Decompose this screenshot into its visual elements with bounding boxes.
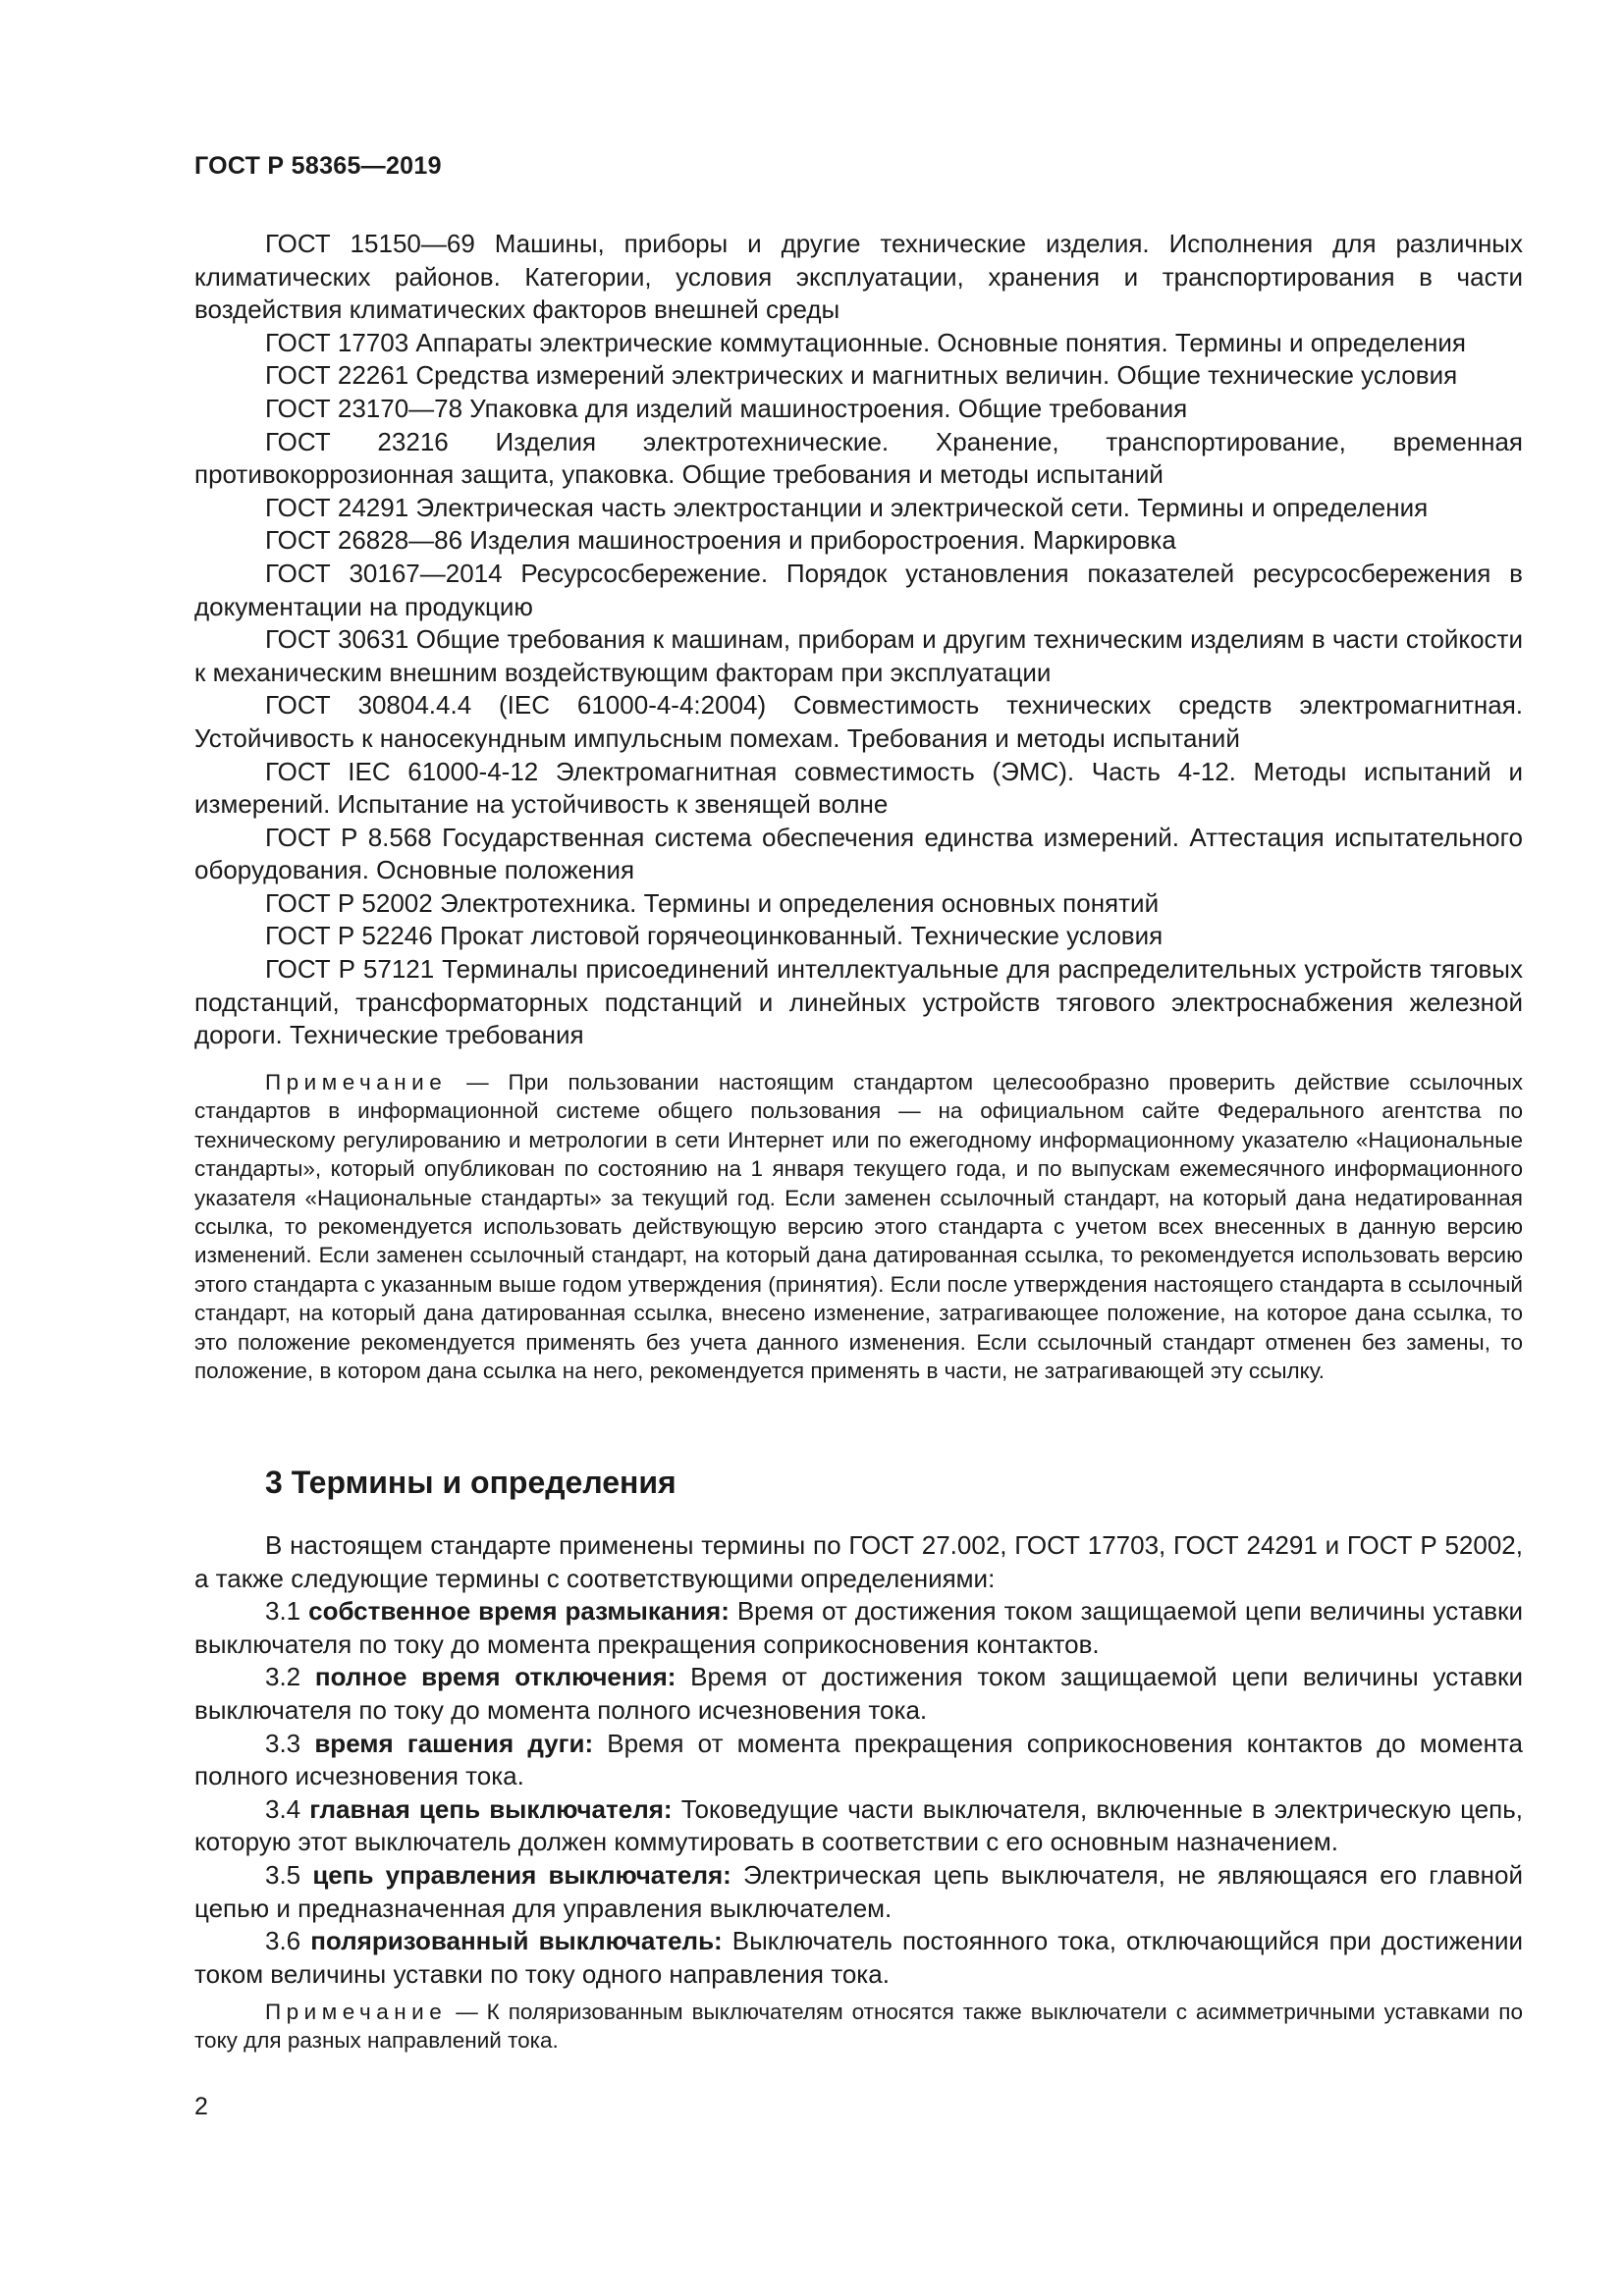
terms-section	[194, 1529, 1523, 1991]
note-text: — К поляризованным выключателям относятся также выключатели с асимметричными уставками по току для разных направлений тока.	[194, 2000, 1523, 2054]
term-name: собственное время размыкания:	[308, 1596, 730, 1627]
reference-item: ГОСТ Р 57121 Терминалы присоединений интеллектуальные для распределительных устройств тяговых подстанций, трансформаторных подстанций и линейных устройств тягового электроснабжения железной дороги. Технические требования	[194, 954, 1523, 1050]
references-note	[194, 1068, 1523, 1385]
reference-item: ГОСТ 26828—86 Изделия машиностроения и приборостроения. Маркировка	[265, 525, 1176, 556]
term-definition	[194, 1925, 1523, 1991]
terms-intro: В настоящем стандарте применены термины по ГОСТ 27.002, ГОСТ 17703, ГОСТ 24291 и ГОСТ Р 52002, а также следующие термины с соответствующими определениями:	[194, 1530, 1523, 1593]
term-name: время гашения дуги:	[314, 1728, 594, 1758]
reference-item: ГОСТ Р 52246 Прокат листовой горячеоцинкованный. Технические условия	[265, 921, 1164, 951]
reference-item: ГОСТ 17703 Аппараты электрические коммутационные. Основные понятия. Термины и определения	[265, 327, 1466, 357]
note-label: Примечание	[265, 1070, 448, 1095]
term-definition	[194, 1859, 1523, 1925]
term-text: Время от достижения током защищаемой цепи величины уставки выключателя по току до момента полного исчезновения тока.	[194, 1662, 1524, 1725]
section-title: 3 Термины и определения	[265, 1465, 677, 1500]
term-number: 3.6	[265, 1926, 311, 1956]
term-name: поляризованный выключатель:	[310, 1926, 723, 1956]
term-text: Время от момента прекращения соприкосновения контактов до момента полного исчезновения тока.	[194, 1728, 1523, 1791]
note-text: — При пользовании настоящим стандартом целесообразно проверить действие ссылочных стандартов в информационной системе общего пользования — на официальном сайте Федерального агентства по техническому регулированию и метрологии в сети Интернет или по ежегодному информационному указателю «Национальные стандарты», который опубликован по состоянию на 1 января текущего года, и по выпускам ежемесячного информационного указателя «Национальные стандарты» за текущий год. Если заменен ссылочный стандарт, на который дана недатированная ссылка, то рекомендуется использовать действующую версию этого стандарта с учетом всех внесенных в данную версию изменений. Если заменен ссылочный стандарт, на который дана датированная ссылка, то рекомендуется использовать версию этого стандарта с указанным выше годом утверждения (принятия). Если после утверждения настоящего стандарта в ссылочный стандарт, на который дана датированная ссылка, внесено изменение, затрагивающее положение, на которое дана ссылка, то это положение рекомендуется применять без учета данного изменения. Если ссылочный стандарт отменен без замены, то положение, в котором дана ссылка на него, рекомендуется применять в части, не затрагивающей эту ссылку.	[194, 1070, 1523, 1384]
reference-item: ГОСТ 30631 Общие требования к машинам, приборам и другим техническим изделиям в части стойкости к механическим внешним воздействующим факторам при эксплуатации	[194, 624, 1523, 687]
term-text: Выключатель постоянного тока, отключающийся при достижении током величины уставки по току одного направления тока.	[194, 1926, 1524, 1989]
term-name: полное время отключения:	[314, 1662, 677, 1692]
term-name: цепь управления выключателя:	[312, 1859, 731, 1890]
term-number: 3.4	[265, 1793, 310, 1824]
term-definition	[194, 1595, 1523, 1661]
term-number: 3.2	[265, 1662, 315, 1692]
normative-references	[194, 228, 1523, 1052]
term-text: Электрическая цепь выключателя, не являющаяся его главной цепью и предназначенная для управления выключателем.	[194, 1859, 1524, 1923]
reference-item: ГОСТ 15150—69 Машины, приборы и другие технические изделия. Исполнения для различных климатических районов. Категории, условия эксплуатации, хранения и транспортирования в части воздействия климатических факторов внешней среды	[194, 229, 1523, 325]
document-header: ГОСТ Р 58365—2019	[194, 152, 442, 180]
term-number: 3.3	[265, 1728, 315, 1758]
term-definition	[194, 1661, 1523, 1727]
page-number: 2	[194, 2093, 208, 2120]
reference-item: ГОСТ 23170—78 Упаковка для изделий машиностроения. Общие требования	[265, 393, 1188, 423]
reference-item: ГОСТ Р 52002 Электротехника. Термины и определения основных понятий	[265, 887, 1160, 918]
term-text: Время от достижения током защищаемой цепи величины уставки выключателя по току до момента прекращения соприкосновения контактов.	[194, 1596, 1523, 1659]
note-label: Примечание	[265, 2000, 448, 2024]
reference-item: ГОСТ Р 8.568 Государственная система обеспечения единства измерений. Аттестация испытательного оборудования. Основные положения	[194, 822, 1523, 885]
term-name: главная цепь выключателя:	[309, 1793, 673, 1824]
terms-note	[194, 1998, 1523, 2056]
term-number: 3.1	[265, 1596, 309, 1627]
term-definition	[194, 1793, 1523, 1859]
reference-item: ГОСТ 22261 Средства измерений электрических и магнитных величин. Общие технические условия	[265, 360, 1458, 391]
reference-item: ГОСТ 23216 Изделия электротехнические. Хранение, транспортирование, временная противокоррозионная защита, упаковка. Общие требования и методы испытаний	[194, 426, 1523, 490]
reference-item: ГОСТ 24291 Электрическая часть электростанции и электрической сети. Термины и определения	[265, 492, 1429, 522]
term-definition	[194, 1728, 1523, 1793]
term-text: Токоведущие части выключателя, включенные в электрическую цепь, которую этот выключатель должен коммутировать в соответствии с его основным назначением.	[194, 1793, 1523, 1857]
reference-item: ГОСТ 30167—2014 Ресурсосбережение. Порядок установления показателей ресурсосбережения в документации на продукцию	[194, 558, 1523, 621]
term-number: 3.5	[265, 1859, 313, 1890]
reference-item: ГОСТ 30804.4.4 (IEC 61000-4-4:2004) Совместимость технических средств электромагнитная. Устойчивость к наносекундным импульсным помехам. Требования и методы испытаний	[194, 690, 1523, 753]
reference-item: ГОСТ IEC 61000-4-12 Электромагнитная совместимость (ЭМС). Часть 4-12. Методы испытаний и измерений. Испытание на устойчивость к звенящей волне	[194, 756, 1523, 820]
